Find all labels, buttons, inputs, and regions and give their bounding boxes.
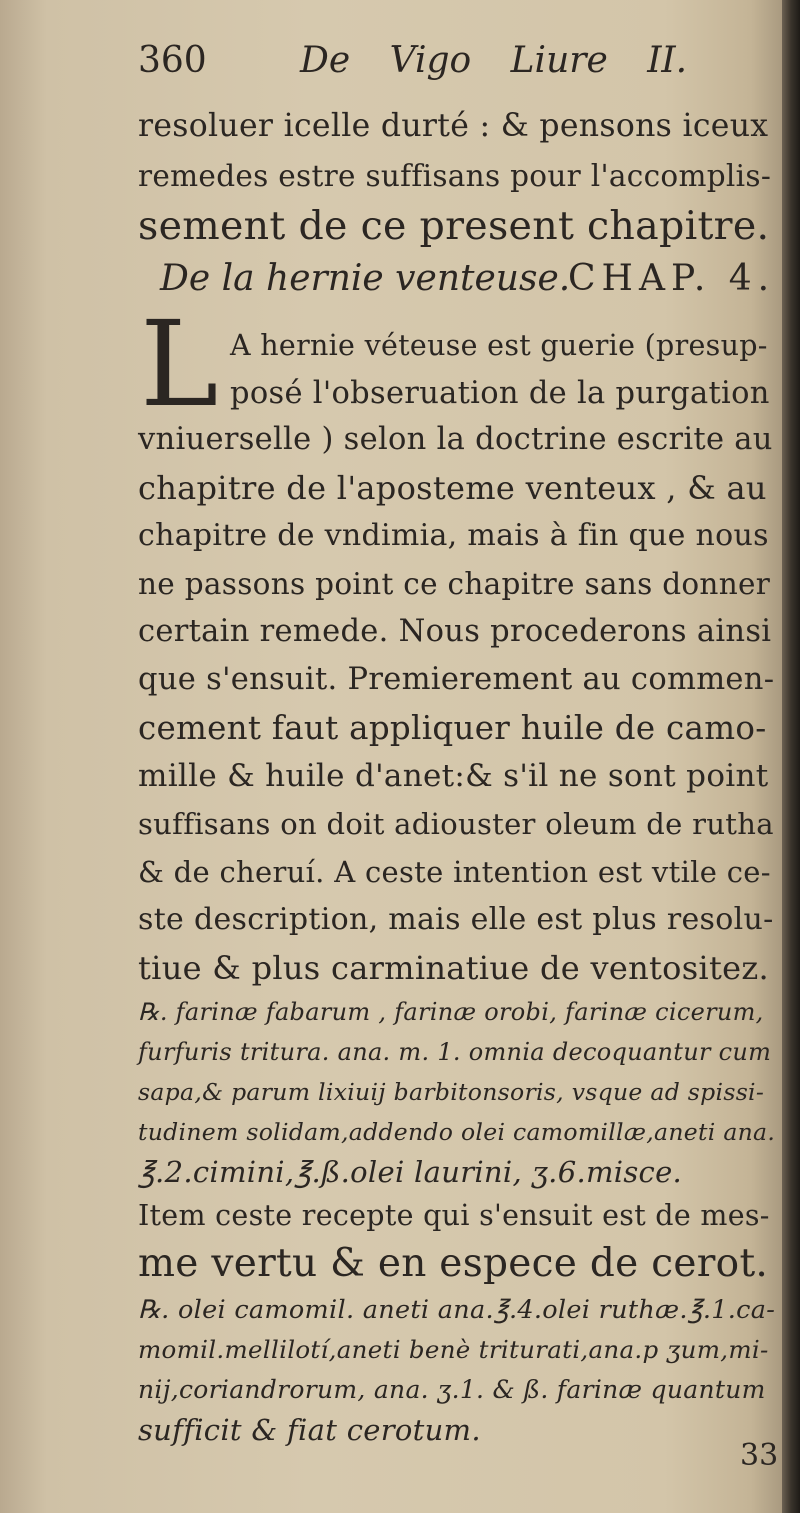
text-line: Item ceste recepte qui s'ensuit est de mes- (138, 1199, 770, 1232)
catchword: 33 (740, 1438, 779, 1473)
book-spine-shadow (782, 0, 800, 1513)
drop-cap: L (140, 295, 219, 433)
text-line: mille & huile d'anet:& s'il ne sont point (138, 758, 769, 794)
text-line: que s'ensuit. Premierement au commen- (138, 662, 775, 697)
chapter-number: CHAP. 4. (568, 258, 776, 299)
text-line: chapitre de l'aposteme venteux , & au (138, 469, 767, 507)
text-line: & de cheruí. A ceste intention est vtile ce- (138, 855, 771, 889)
recipe-line: sufficit & fiat cerotum. (138, 1413, 481, 1447)
text-line: cement faut appliquer huile de camo- (138, 709, 767, 747)
text-line: posé l'obseruation de la purgation (230, 376, 770, 411)
recipe-line: ℥.2.cimini,℥.ß.olei laurini, ʒ.6.misce. (138, 1155, 683, 1189)
chapter-title: De la hernie venteuse. (160, 258, 571, 299)
recipe-line: furfuris tritura. ana. m. 1. omnia decoquantur cum (138, 1038, 772, 1066)
text-line: ne passons point ce chapitre sans donner (138, 567, 771, 601)
text-line: remedes estre suffisans pour l'accomplis- (138, 159, 772, 193)
text-line: tiue & plus carminatiue de ventositez. (138, 949, 769, 987)
text-line: me vertu & en espece de cerot. (138, 1241, 769, 1286)
text-line: vniuerselle ) selon la doctrine escrite au (138, 422, 773, 457)
chapter-heading (160, 258, 776, 299)
recipe-line: sapa,& parum lixiuij barbitonsoris, vsque ad spissi- (138, 1078, 765, 1106)
recipe-line: momil.mellilotí,aneti benè triturati,ana.p ʒum,mi- (138, 1335, 769, 1364)
text-line: certain remede. Nous procederons ainsi (138, 614, 772, 649)
recipe-line: nij,coriandrorum, ana. ʒ.1. & ß. farinæ quantum (138, 1375, 766, 1404)
text-line: suffisans on doit adiouster oleum de rutha (138, 807, 774, 841)
text-line: chapitre de vndimia, mais à fin que nous (138, 518, 769, 553)
text-line: ste description, mais elle est plus resolu- (138, 902, 774, 937)
recipe-line: ℞. farinæ fabarum , farinæ orobi, farinæ cicerum, (138, 998, 764, 1026)
running-title: De Vigo Liure II. (300, 40, 688, 81)
text-line: resoluer icelle durté : & pensons iceux (138, 108, 769, 144)
recipe-line: tudinem solidam,addendo olei camomillæ,aneti ana. (138, 1118, 776, 1146)
text-line: A hernie véteuse est guerie (presup- (230, 329, 768, 362)
page-number: 360 (138, 40, 207, 81)
recipe-line: ℞. olei camomil. aneti ana.℥.4.olei ruthæ.℥.1.ca- (138, 1295, 776, 1325)
text-line: sement de ce present chapitre. (138, 203, 770, 249)
